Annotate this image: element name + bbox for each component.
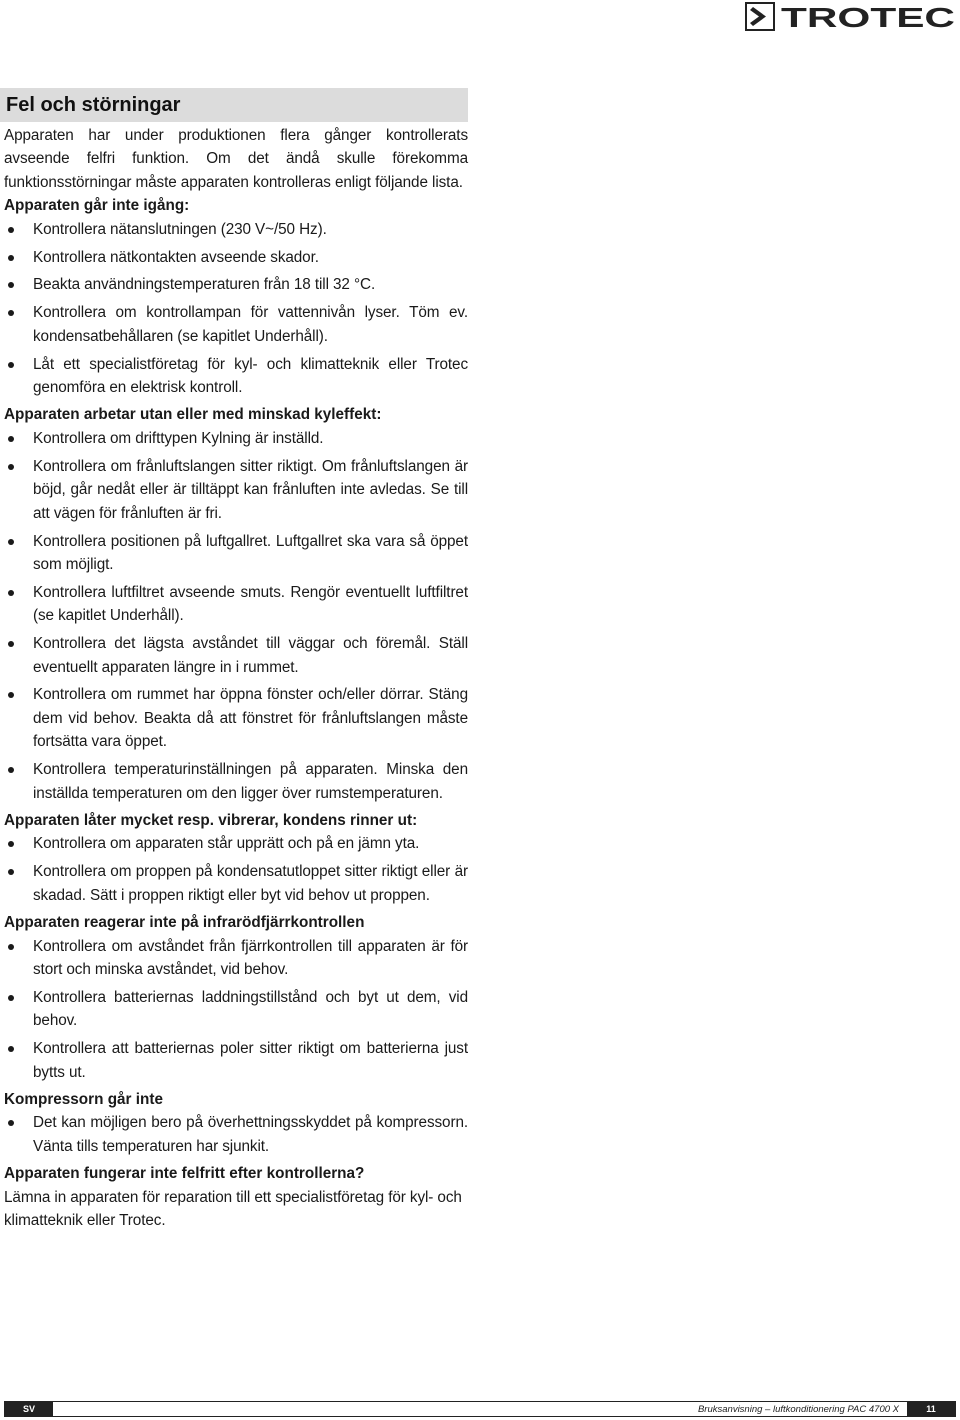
check-item: Kontrollera det lägsta avståndet till väggar och föremål. Ställ eventuellt apparaten längre in i rummet. [4, 632, 468, 679]
check-item: Det kan möjligen bero på överhettningsskyddet på kompressorn. Vänta tills temperaturen har sjunkit. [4, 1111, 468, 1158]
check-item: Kontrollera om avståndet från fjärrkontrollen till apparaten är för stort och minska avståndet, vid behov. [4, 935, 468, 982]
check-item: Kontrollera om drifttypen Kylning är inställd. [4, 427, 468, 450]
fault-group [4, 911, 468, 1084]
footer-page-number: 11 [907, 1402, 955, 1416]
check-item: Beakta användningstemperaturen från 18 till 32 °C. [4, 273, 468, 296]
section-title: Fel och störningar [6, 94, 181, 116]
check-item: Kontrollera att batteriernas poler sitter riktigt om batterierna just bytts ut. [4, 1037, 468, 1084]
fault-group [4, 194, 468, 399]
fault-group-heading: Apparaten reagerar inte på infrarödfjärrkontrollen [4, 914, 365, 932]
check-item: Kontrollera nätkontakten avseende skador. [4, 246, 468, 269]
check-item: Kontrollera om frånluftslangen sitter riktigt. Om frånluftslangen är böjd, går nedåt eller är tilltäppt kan frånluften inte avledas. Se till att vägen för frånluften är fri. [4, 455, 468, 525]
check-item: Kontrollera batteriernas laddningstillstånd och byt ut dem, vid behov. [4, 986, 468, 1033]
section-title-bar [0, 88, 468, 122]
check-item: Kontrollera om proppen på kondensatutloppet sitter riktigt eller är skadad. Sätt i proppen riktigt eller byt vid behov ut proppen. [4, 860, 468, 907]
fault-group-heading: Apparaten arbetar utan eller med minskad kyleffekt: [4, 406, 382, 424]
check-item: Låt ett specialistföretag för kyl- och klimatteknik eller Trotec genomföra en elektrisk kontroll. [4, 353, 468, 400]
fault-group [4, 809, 468, 907]
footer-language: SV [5, 1402, 53, 1416]
check-list [4, 427, 468, 805]
final-block [4, 1162, 468, 1232]
footer-manual-title: Bruksanvisning – luftkonditionering PAC 4700 X [697, 1403, 899, 1415]
check-list [4, 832, 468, 907]
check-list [4, 1111, 468, 1158]
page-footer [4, 1401, 956, 1417]
fault-group-heading: Kompressorn går inte [4, 1090, 163, 1108]
fault-group-heading: Apparaten låter mycket resp. vibrerar, kondens rinner ut: [4, 811, 418, 829]
check-item: Kontrollera luftfiltret avseende smuts. Rengör eventuellt luftfiltret (se kapitlet Underhåll). [4, 581, 468, 628]
fault-group [4, 1088, 468, 1158]
fault-group [4, 403, 468, 805]
check-item: Kontrollera temperaturinställningen på apparaten. Minska den inställda temperaturen om den ligger över rumstemperaturen. [4, 758, 468, 805]
check-item: Kontrollera om kontrollampan för vattennivån lyser. Töm ev. kondensatbehållaren (se kapitlet Underhåll). [4, 301, 468, 348]
fault-group-heading: Apparaten går inte igång: [4, 197, 190, 215]
final-text: Lämna in apparaten för reparation till ett specialistföretag för kyl- och klimatteknik eller Trotec. [4, 1188, 462, 1229]
check-item: Kontrollera positionen på luftgallret. Luftgallret ska vara så öppet som möjligt. [4, 530, 468, 577]
section-intro: Apparaten har under produktionen flera gånger kontrollerats avseende felfri funktion. Om det ändå skulle förekomma funktionsstörningar måste apparaten kontrolleras enligt följande lista. [4, 127, 468, 191]
brand-wordmark: TROTEC [781, 2, 955, 31]
fault-groups [4, 194, 468, 1158]
final-heading: Apparaten fungerar inte felfritt efter kontrollerna? [4, 1165, 365, 1183]
trotec-logo [745, 2, 957, 31]
troubleshooting-section [4, 88, 468, 1232]
check-list [4, 935, 468, 1084]
check-item: Kontrollera nätanslutningen (230 V~/50 Hz). [4, 218, 468, 241]
check-item: Kontrollera om rummet har öppna fönster och/eller dörrar. Stäng dem vid behov. Beakta då att fönstret för frånluftslangen måste fortsätta vara öppet. [4, 683, 468, 753]
check-item: Kontrollera om apparaten står upprätt och på en jämn yta. [4, 832, 468, 855]
check-list [4, 218, 468, 400]
